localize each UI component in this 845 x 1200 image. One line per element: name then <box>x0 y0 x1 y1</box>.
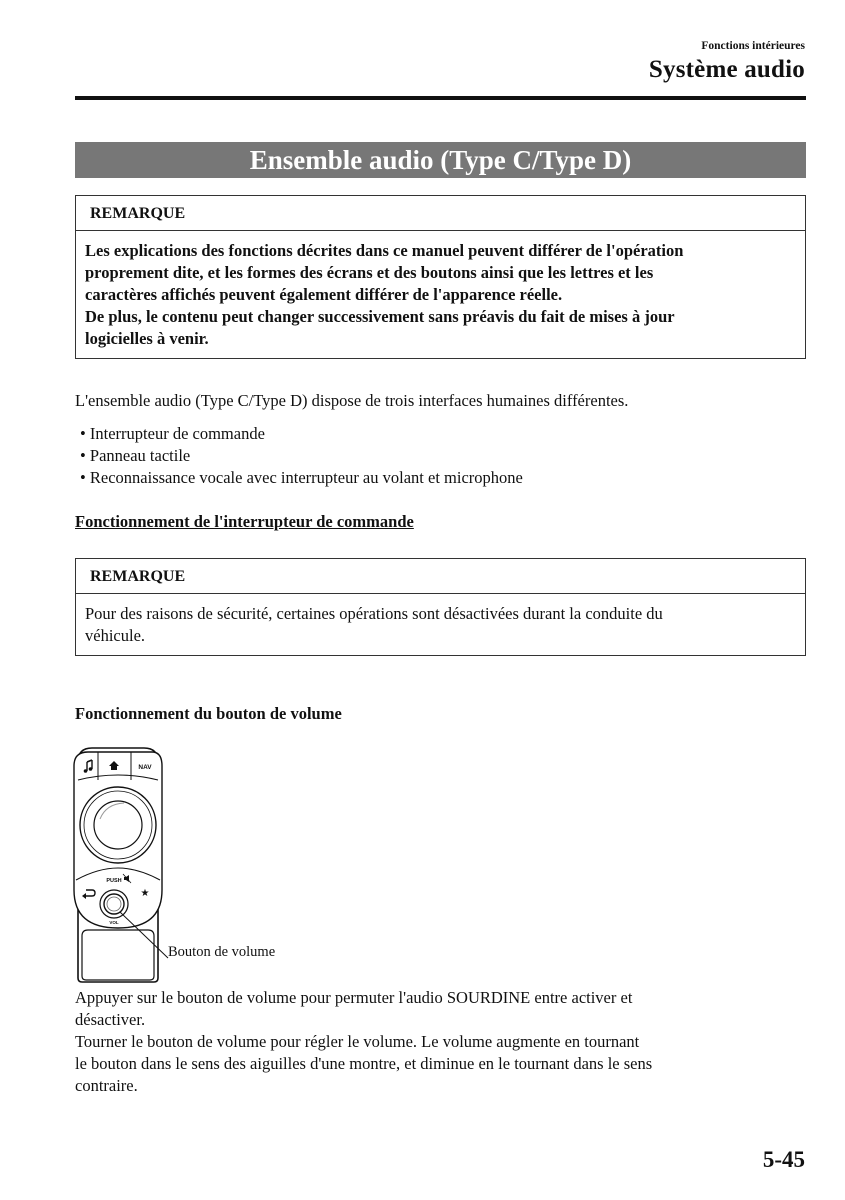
header-rule <box>75 96 806 100</box>
note-text <box>76 594 805 655</box>
list-item: • Panneau tactile <box>80 446 191 465</box>
commander-switch-illustration <box>68 740 178 985</box>
note-line: De plus, le contenu peut changer successivement sans préavis du fait de mises à jour <box>85 307 675 326</box>
nav-label: NAV <box>138 764 152 771</box>
body-line: désactiver. <box>75 1010 146 1029</box>
body-line: Appuyer sur le bouton de volume pour permuter l'audio SOURDINE entre activer et <box>75 988 633 1007</box>
page-number: 5-45 <box>762 1147 805 1172</box>
body-line: Tourner le bouton de volume pour régler le volume. Le volume augmente en tournant <box>75 1032 640 1051</box>
palm-rest <box>82 930 154 980</box>
vol-label: VOL <box>109 920 119 925</box>
interface-list <box>80 423 523 489</box>
body-paragraph <box>75 987 810 1097</box>
push-label: PUSH <box>106 878 122 884</box>
header-title: Système audio <box>648 56 805 83</box>
note-line: Pour des raisons de sécurité, certaines opérations sont désactivées durant la conduite du <box>85 604 663 623</box>
star-icon: ★ <box>140 888 150 899</box>
note-heading: REMARQUE <box>76 196 805 231</box>
note-line: caractères affichés peuvent également différer de l'apparence réelle. <box>85 285 563 304</box>
list-item: • Interrupteur de commande <box>80 424 265 443</box>
volume-button-callout: Bouton de volume <box>168 944 276 960</box>
list-item: • Reconnaissance vocale avec interrupteur au volant et microphone <box>80 468 523 487</box>
header-section-label: Fonctions intérieures <box>701 40 805 52</box>
body-line: le bouton dans le sens des aiguilles d'une montre, et diminue en le tournant dans le sens <box>75 1054 653 1073</box>
note-heading: REMARQUE <box>76 559 805 594</box>
note-line: Les explications des fonctions décrites dans ce manuel peuvent différer de l'opération <box>85 241 684 260</box>
note-box-1 <box>75 195 806 359</box>
intro-paragraph: L'ensemble audio (Type C/Type D) dispose de trois interfaces humaines différentes. <box>75 391 629 410</box>
body-line: contraire. <box>75 1076 138 1095</box>
note-line: logicielles à venir. <box>85 329 209 348</box>
note-box-2 <box>75 558 806 656</box>
note-text <box>76 231 805 358</box>
section-banner: Ensemble audio (Type C/Type D) <box>75 142 806 178</box>
section-heading-volume: Fonctionnement du bouton de volume <box>75 704 342 723</box>
note-line: proprement dite, et les formes des écrans et des boutons ainsi que les lettres et les <box>85 263 654 282</box>
section-heading-commande: Fonctionnement de l'interrupteur de commande <box>75 512 414 531</box>
note-line: véhicule. <box>85 626 146 645</box>
